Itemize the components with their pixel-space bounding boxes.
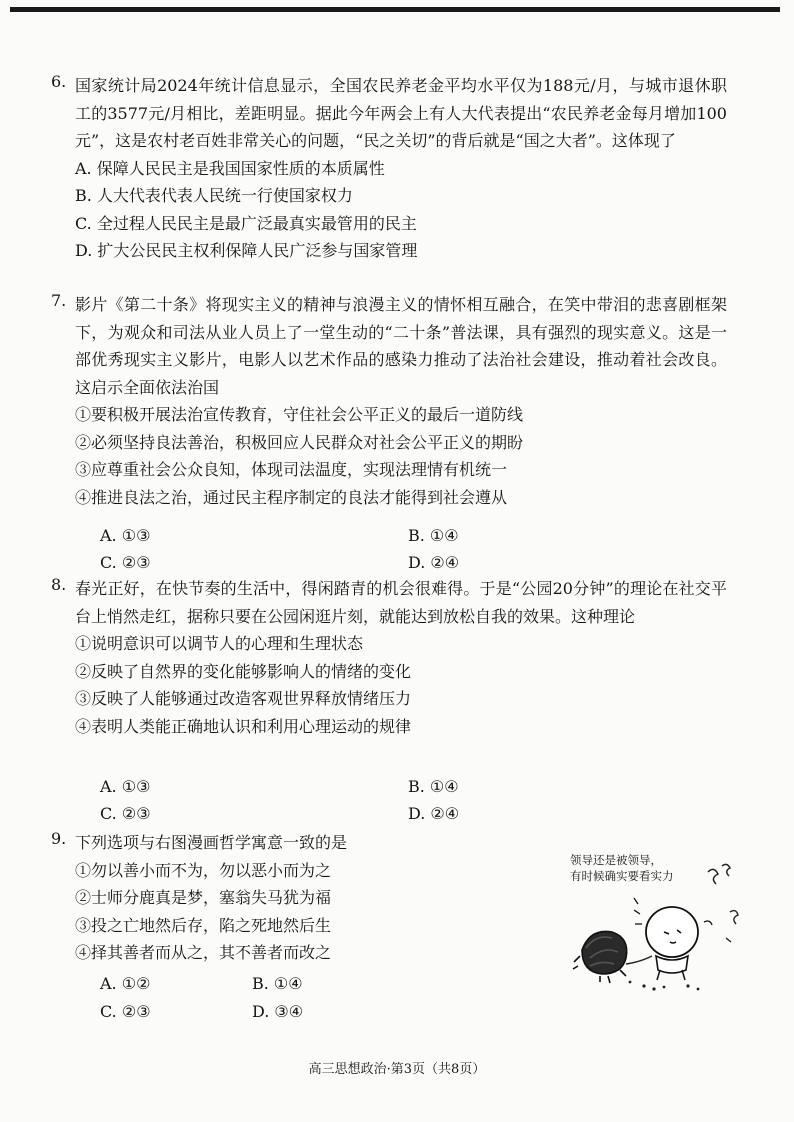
statement-1: ①说明意识可以调节人的心理和生理状态 (75, 634, 364, 653)
option-b: B. 人大代表代表人民统一行使国家权力 (75, 186, 353, 205)
philosophy-cartoon (560, 852, 740, 1002)
cartoon-drawing (560, 852, 740, 1002)
statement-3: ③投之亡地然后存，陷之死地然后生 (75, 915, 332, 935)
option-list (75, 155, 727, 265)
page-top-border (10, 7, 780, 12)
option-c: C. ②③ (100, 553, 151, 572)
option-b: B. ①④ (408, 526, 459, 545)
question-number: 9. (51, 829, 67, 848)
option-c: C. ②③ (100, 1002, 151, 1021)
question-6 (51, 72, 727, 265)
statement-4: ④择其善者而从之，其不善者而改之 (75, 943, 332, 962)
statement-4: ④推进良法之治，通过民主程序制定的良法才能得到社会遵从 (75, 487, 508, 507)
statement-list (75, 630, 727, 740)
option-a: A. 保障人民民主是我国国家性质的本质属性 (75, 158, 385, 178)
statement-1: ①要积极开展法治宣传教育，守住社会公平正义的最后一道防线 (75, 405, 524, 424)
question-stem: 影片《第二十条》将现实主义的精神与浪漫主义的情怀相互融合，在笑中带泪的悲喜剧框架下，为观众和司法从业人员上了一堂生动的“二十条”普法课，具有强烈的现实意义。这是一部优秀现实主义影片，电影人以艺术作品的感染力推动了法治社会建设，推动着社会改良。这启示全面依法治国 (75, 295, 727, 397)
option-d: D. ②④ (408, 804, 460, 823)
statement-2: ②反映了自然界的变化能够影响人的情绪的变化 (75, 661, 412, 681)
statement-2: ②士师分鹿真是梦，塞翁失马犹为福 (75, 888, 332, 907)
statement-list (75, 401, 727, 511)
question-stem: 春光正好，在快节奏的生活中，得闲踏青的机会很难得。于是“公园20分钟”的理论在社交平台上悄然走红，据称只要在公园闲逛片刻，就能达到放松自我的效果。这种理论 (75, 579, 727, 626)
question-number: 6. (51, 72, 67, 91)
option-c: C. 全过程人民民主是最广泛最真实最管用的民主 (75, 213, 417, 233)
question-9 (51, 829, 515, 967)
cartoon-caption-line-2: 有时候确实要看实力 (570, 869, 674, 883)
option-d: D. ③④ (252, 1002, 304, 1021)
question-number: 8. (51, 575, 67, 594)
option-c: C. ②③ (100, 804, 151, 823)
question-stem: 下列选项与右图漫画哲学寓意一致的是 (75, 833, 348, 852)
statement-list (75, 857, 515, 967)
statement-4: ④表明人类能正确地认识和利用心理运动的规律 (75, 716, 412, 736)
statement-2: ②必须坚持良法善治，积极回应人民群众对社会公平正义的期盼 (75, 432, 524, 452)
question-stem: 国家统计局2024年统计信息显示，全国农民养老金平均水平仅为188元/月，与城市退休职工的3577元/月相比，差距明显。据此今年两会上有人大代表提出“农民养老金每月增加100元”，这是农村老百姓非常关心的问题，“民之关切”的背后就是“国之大者”。这体现了 (75, 76, 727, 150)
option-d: D. ②④ (408, 553, 460, 572)
statement-1: ①勿以善小而不为，勿以恶小而为之 (75, 860, 332, 880)
option-a: A. ①③ (100, 777, 151, 796)
question-7 (51, 291, 727, 511)
option-a: A. ①③ (100, 526, 151, 545)
option-d: D. 扩大公民民主权利保障人民广泛参与国家管理 (75, 241, 418, 260)
statement-3: ③应尊重社会公众良知，体现司法温度，实现法理情有机统一 (75, 460, 508, 479)
statement-3: ③反映了人能够通过改造客观世界释放情绪压力 (75, 689, 412, 708)
question-number: 7. (51, 291, 67, 310)
option-b: B. ①④ (408, 777, 459, 796)
question-8 (51, 575, 727, 740)
cartoon-caption-line-1: 领导还是被领导， (570, 853, 662, 867)
option-a: A. ①② (100, 974, 151, 993)
option-b: B. ①④ (252, 974, 303, 993)
page-footer: 高三思想政治·第3页（共8页） (308, 1062, 486, 1077)
